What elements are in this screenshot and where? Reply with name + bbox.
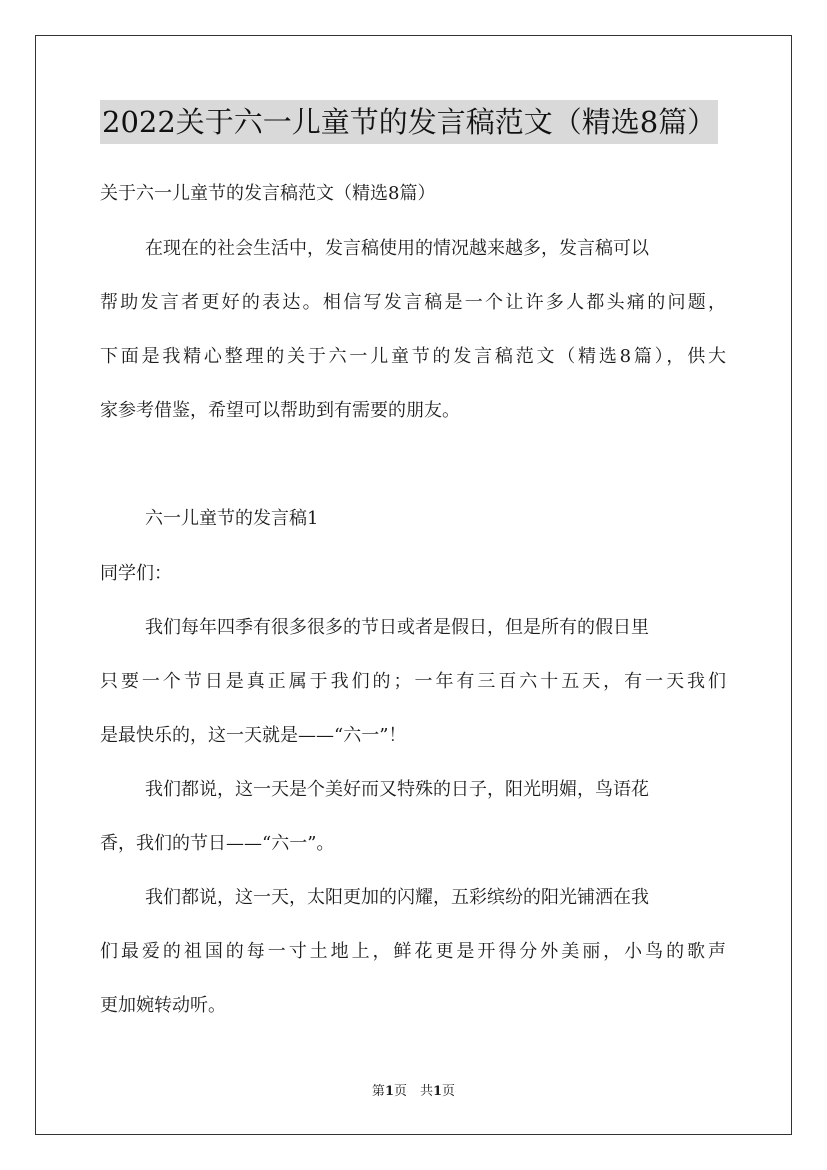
paragraph-3-line-1: 我们都说，这一天，太阳更加的闪耀，五彩缤纷的阳光铺洒在我 (145, 887, 649, 908)
footer-page-suffix: 页 (442, 1084, 456, 1099)
document-title-wrap (100, 100, 718, 144)
section-heading: 六一儿童节的发言稿1 (145, 508, 319, 529)
footer-page-current: 1 (384, 1084, 394, 1099)
intro-line-3: 下面是我精心整理的关于六一儿童节的发言稿范文（精选8篇），供大 (100, 346, 726, 367)
footer-page-total: 1 (433, 1084, 443, 1099)
paragraph-3-line-2: 们最爱的祖国的每一寸土地上，鲜花更是开得分外美丽，小鸟的歌声 (100, 941, 726, 962)
document-title: 2022关于六一儿童节的发言稿范文（精选8篇） (100, 100, 718, 144)
salutation: 同学们： (100, 563, 172, 584)
footer-page-mid: 页 共 (393, 1084, 433, 1099)
intro-line-1: 在现在的社会生活中，发言稿使用的情况越来越多，发言稿可以 (145, 238, 649, 259)
paragraph-2-line-2: 香，我们的节日——“六一”。 (100, 833, 335, 854)
paragraph-1-line-3: 是最快乐的，这一天就是——“六一”！ (100, 725, 407, 746)
intro-line-4: 家参考借鉴，希望可以帮助到有需要的朋友。 (100, 400, 460, 421)
paragraph-3-line-3: 更加婉转动听。 (100, 995, 226, 1016)
footer-page-prefix: 第 (371, 1084, 385, 1099)
paragraph-1-line-2: 只要一个节日是真正属于我们的；一年有三百六十五天，有一天我们 (100, 671, 726, 692)
page-footer (0, 1082, 827, 1102)
paragraph-2-line-1: 我们都说，这一天是个美好而又特殊的日子，阳光明媚，鸟语花 (145, 779, 649, 800)
intro-line-2: 帮助发言者更好的表达。相信写发言稿是一个让许多人都头痛的问题， (100, 292, 726, 313)
document-subtitle: 关于六一儿童节的发言稿范文（精选8篇） (100, 183, 436, 204)
paragraph-1-line-1: 我们每年四季有很多很多的节日或者是假日，但是所有的假日里 (145, 617, 649, 638)
